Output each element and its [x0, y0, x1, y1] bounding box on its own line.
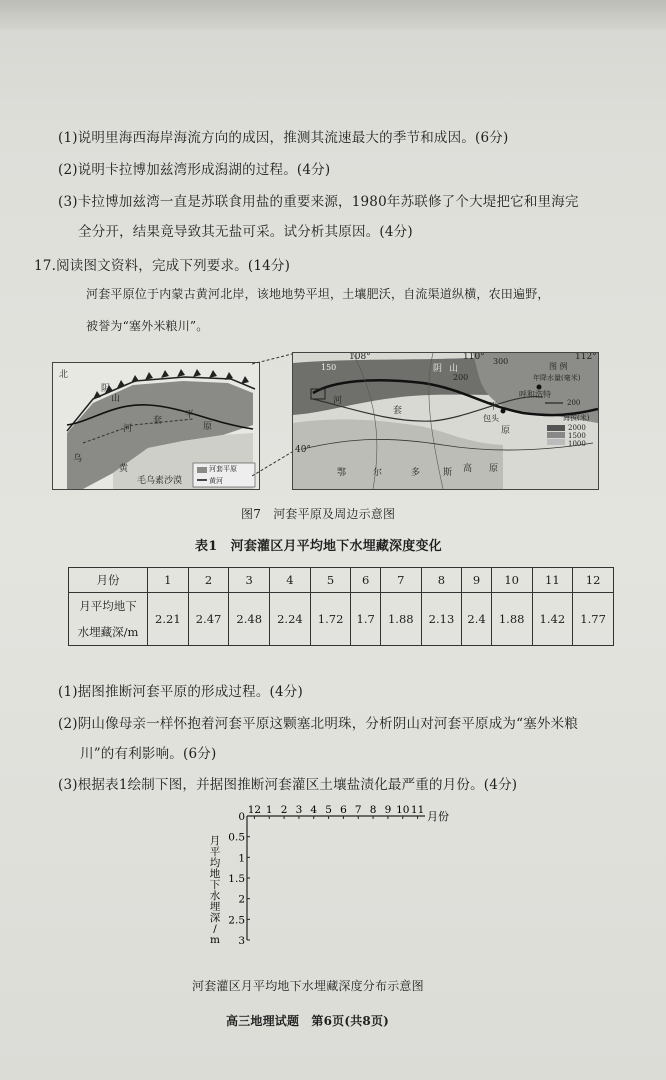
x-tick-label: 12 — [247, 804, 262, 816]
city-baotou: 包头 — [483, 414, 499, 423]
y-axis-label-char: 均 — [209, 857, 221, 869]
x-tick-label: 6 — [340, 804, 347, 816]
isohyet-200: 200 — [453, 373, 469, 382]
y-tick-label: 2.5 — [228, 914, 245, 927]
chart-caption: 河套灌区月平均地下水埋藏深度分布示意图 — [192, 979, 424, 993]
table-header-month: 月份 — [69, 568, 148, 593]
right-map-label-duo: 多 — [411, 468, 421, 478]
table-cell-depth: 1.88 — [380, 593, 421, 646]
question-17-2-line1: (2)阴山像母亲一样怀抱着河套平原这颗塞北明珠，分析阴山对河套平原成为“塞外米粮 — [58, 716, 579, 732]
table-cell-month: 12 — [573, 568, 614, 593]
y-axis-label-char: 深 — [209, 912, 221, 924]
left-map-label-ping: 平 — [185, 410, 195, 420]
question-17-1: (1)据图推断河套平原的形成过程。(4分) — [58, 684, 303, 700]
table-1 — [68, 567, 614, 646]
table-cell-month: 3 — [229, 568, 270, 593]
longitude-112: 112° — [575, 352, 597, 362]
x-tick-label: 1 — [265, 804, 273, 816]
table-cell-month: 2 — [188, 568, 229, 593]
groundwater-depth-chart — [205, 800, 465, 950]
map-left-inset — [52, 362, 260, 490]
x-tick-label: 2 — [280, 804, 288, 816]
table-cell-month: 7 — [380, 568, 421, 593]
x-tick-label: 4 — [310, 804, 318, 816]
table-cell-depth: 2.24 — [270, 593, 311, 646]
x-tick-label: 3 — [295, 804, 303, 816]
city-hohhot: 呼和浩特 — [519, 390, 551, 399]
legend-alt-1500: 1500 — [568, 432, 586, 440]
x-tick-label: 7 — [354, 804, 362, 816]
question-16-3-line2: 全分开，结果竟导致其无盐可采。试分析其原因。(4分) — [78, 224, 413, 240]
question-17-text-line2: 被誉为“塞外米粮川”。 — [86, 319, 209, 333]
legend-altitude-title: 海拔(米) — [563, 414, 590, 422]
latitude-40: 40° — [295, 445, 311, 455]
table-cell-month: 8 — [421, 568, 462, 593]
right-map-label-si: 斯 — [443, 468, 453, 478]
table-cell-month: 1 — [148, 568, 189, 593]
y-axis-label-char: 月 — [209, 835, 221, 847]
isohyet-300: 300 — [493, 357, 509, 366]
left-map-label-yin: 阴 — [101, 384, 111, 394]
table-cell-depth: 1.72 — [310, 593, 351, 646]
chart-svg — [205, 800, 465, 950]
question-16-2: (2)说明卡拉博加兹湾形成潟湖的过程。(4分) — [58, 162, 331, 178]
isohyet-150: 150 — [321, 363, 337, 372]
right-map-label-ping: 平 — [489, 402, 499, 412]
question-17-text-line1: 河套平原位于内蒙古黄河北岸，该地地势平坦，土壤肥沃，自流渠道纵横，农田遍野， — [86, 287, 550, 301]
left-map-label-yuan: 原 — [203, 422, 213, 432]
x-tick-label: 9 — [384, 804, 392, 816]
y-axis-label-char: 下 — [209, 879, 221, 891]
table-cell-month: 9 — [462, 568, 492, 593]
table-cell-depth: 1.7 — [351, 593, 381, 646]
table-row-depths — [69, 593, 614, 646]
y-axis-label-char: m — [210, 934, 220, 946]
y-tick-label: 1 — [238, 852, 245, 865]
table-cell-month: 6 — [351, 568, 381, 593]
question-16-1: (1)说明里海西海岸海流方向的成因，推测其流速最大的季节和成因。(6分) — [58, 130, 509, 146]
right-map-label-yuan2: 原 — [489, 464, 499, 474]
table-cell-month: 10 — [491, 568, 532, 593]
question-17-2-line2: 川”的有利影响。(6分) — [80, 746, 217, 762]
left-map-label-tao: 套 — [153, 416, 163, 426]
legend-alt-2000: 2000 — [568, 424, 586, 432]
right-map-label-shan: 山 — [449, 364, 459, 374]
question-17-heading: 17.阅读图文资料，完成下列要求。(14分) — [34, 258, 291, 274]
y-tick-label: 2 — [238, 893, 245, 906]
page-top-edge — [0, 0, 666, 30]
left-legend-river: 黄河 — [209, 477, 223, 485]
right-map-label-yin: 阴 — [433, 364, 443, 374]
x-tick-label: 8 — [369, 804, 377, 816]
table-cell-month: 4 — [270, 568, 311, 593]
map-right-regional — [292, 352, 599, 490]
right-map-label-tao: 套 — [393, 406, 403, 416]
table-header-depth-line2: 水埋藏深/m — [77, 625, 139, 639]
legend-alt-1000: 1000 — [568, 440, 586, 448]
table-row-months — [69, 568, 614, 593]
right-map-label-he: 河 — [333, 396, 343, 406]
legend-title: 图 例 — [549, 362, 568, 371]
y-axis-label-char: / — [213, 923, 217, 935]
right-map-label-yuan: 原 — [501, 426, 511, 436]
right-map-label-e: 鄂 — [337, 468, 347, 478]
x-tick-label: 11 — [410, 804, 425, 816]
table-cell-depth: 2.13 — [421, 593, 462, 646]
page-footer: 高三地理试题 第6页(共8页) — [226, 1014, 390, 1028]
y-axis-label-char: 埋 — [209, 901, 221, 913]
left-map-label-shan: 山 — [111, 394, 121, 404]
table-cell-depth: 2.47 — [188, 593, 229, 646]
left-map-label-huang: 黄 — [119, 464, 129, 474]
legend-precip-label: 年降水量(毫米) — [533, 374, 581, 382]
question-17-3: (3)根据表1绘制下图，并据图推断河套灌区土壤盐渍化最严重的月份。(4分) — [58, 777, 518, 793]
y-axis-label-char: 水 — [209, 890, 221, 902]
left-legend-plain: 河套平原 — [209, 465, 237, 473]
table-cell-depth: 1.88 — [491, 593, 532, 646]
table-cell-depth: 1.77 — [573, 593, 614, 646]
y-axis-label-char: 平 — [209, 846, 221, 858]
question-16-3-line1: (3)卡拉博加兹湾一直是苏联食用盐的重要来源，1980年苏联修了个大堤把它和里海完 — [58, 194, 579, 210]
table-cell-depth: 2.48 — [229, 593, 270, 646]
right-map-label-er: 尔 — [373, 468, 383, 478]
table-cell-depth: 1.42 — [532, 593, 573, 646]
north-arrow-label: 北 — [59, 370, 69, 380]
right-map-label-gao: 高 — [463, 464, 473, 474]
left-map-label-wu: 乌 — [73, 454, 83, 464]
table-header-depth — [69, 593, 148, 646]
table-cell-depth: 2.4 — [462, 593, 492, 646]
x-tick-label: 5 — [325, 804, 332, 816]
left-map-label-desert: 毛乌素沙漠 — [137, 476, 183, 486]
x-axis-unit: 月份 — [427, 810, 449, 823]
table-header-depth-line1: 月平均地下 — [79, 599, 137, 613]
table-cell-month: 11 — [532, 568, 573, 593]
table-cell-depth: 2.21 — [148, 593, 189, 646]
table-cell-month: 5 — [310, 568, 351, 593]
y-tick-label: 0 — [238, 811, 245, 823]
y-axis-label-char: 地 — [209, 868, 221, 880]
y-tick-label: 0.5 — [228, 831, 245, 844]
left-map-label-he: 河 — [123, 424, 133, 434]
longitude-110: 110° — [463, 352, 485, 362]
y-tick-label: 1.5 — [228, 873, 245, 885]
longitude-108: 108° — [349, 352, 371, 362]
y-tick-label: 3 — [238, 935, 245, 947]
figure-7-caption: 图7 河套平原及周边示意图 — [241, 507, 396, 521]
legend-precip-value: 200 — [567, 399, 581, 407]
table-1-title: 表1 河套灌区月平均地下水埋藏深度变化 — [195, 539, 442, 554]
figure-7 — [52, 352, 597, 490]
x-tick-label: 10 — [396, 804, 410, 816]
